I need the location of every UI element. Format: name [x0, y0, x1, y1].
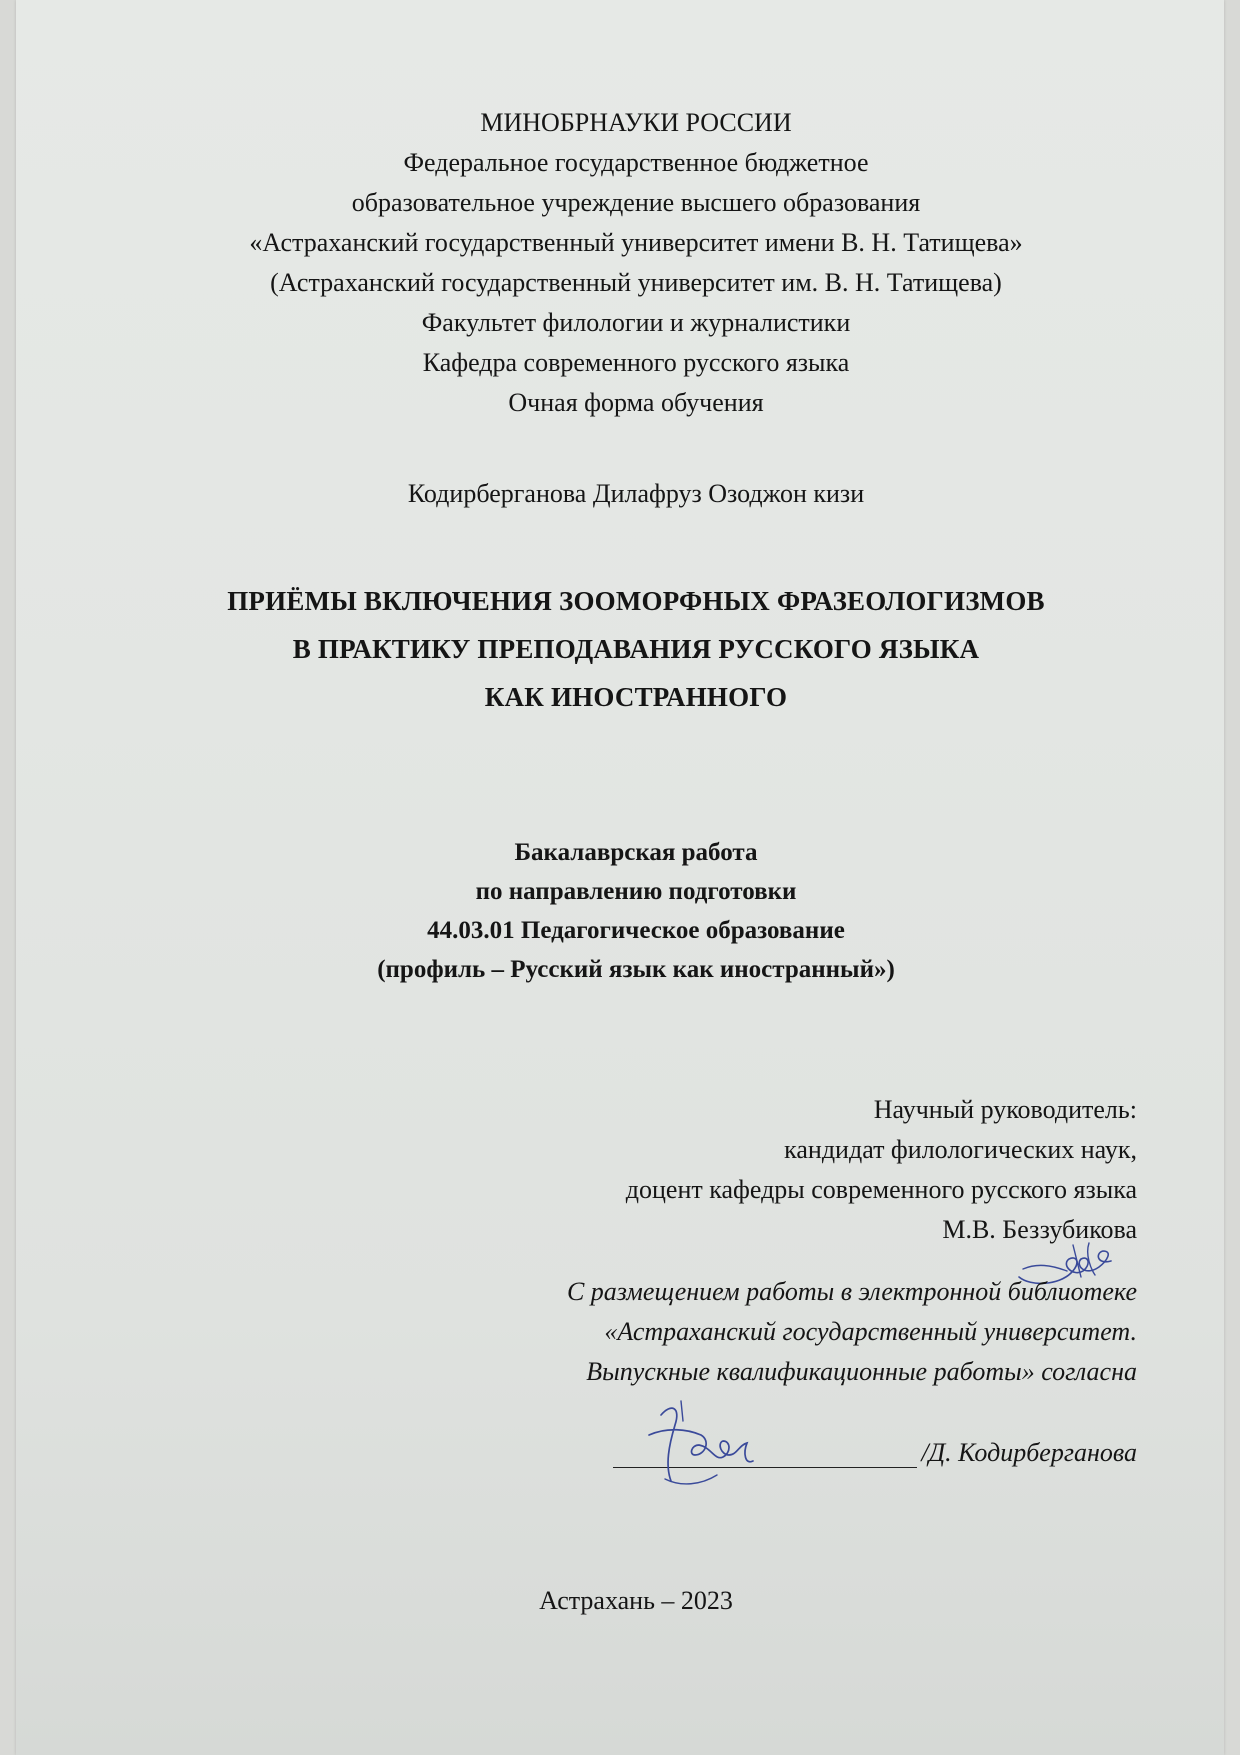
university-full-name: «Астраханский государственный университет имени В. Н. Татищева» [249, 228, 1023, 257]
institution-type-line-2: образовательное учреждение высшего образования [351, 188, 921, 217]
supervisor-name: М.В. Беззубикова [942, 1215, 1137, 1244]
consent-line-2: «Астраханский государственный университет. [604, 1317, 1137, 1346]
direction-code-line: 44.03.01 Педагогическое образование [427, 917, 845, 944]
consent-block [567, 1272, 1137, 1392]
profile-line: (профиль – Русский язык как иностранный») [377, 956, 895, 983]
supervisor-label: Научный руководитель: [873, 1095, 1137, 1124]
thesis-title [0, 577, 1240, 721]
institution-type-line: Федеральное государственное бюджетное [403, 148, 869, 177]
title-line-2: В ПРАКТИКУ ПРЕПОДАВАНИЯ РУССКОГО ЯЗЫКА [292, 634, 980, 664]
document-page [16, 0, 1224, 1755]
ministry-line: МИНОБРНАУКИ РОССИИ [480, 108, 792, 137]
consent-line-3: Выпускные квалификационные работы» согласна [586, 1357, 1137, 1386]
work-type-line: Бакалаврская работа [514, 839, 758, 866]
institution-header [0, 103, 1240, 423]
author-name: Кодирберганова Дилафруз Озоджон кизи [407, 479, 865, 508]
city-year: Астрахань – 2023 [539, 1586, 733, 1615]
supervisor-degree: кандидат филологических наук, [784, 1135, 1137, 1164]
student-signatory: /Д. Кодирберганова [921, 1438, 1137, 1467]
direction-label-line: по направлению подготовки [475, 878, 797, 905]
study-form-line: Очная форма обучения [508, 388, 764, 417]
supervisor-position: доцент кафедры современного русского языка [625, 1175, 1137, 1204]
work-type-block [0, 833, 1240, 989]
title-line-3: КАК ИНОСТРАННОГО [484, 682, 788, 712]
department-line: Кафедра современного русского языка [422, 348, 850, 377]
faculty-line: Факультет филологии и журналистики [421, 308, 851, 337]
consent-line-1: С размещением работы в электронной библиотеке [566, 1277, 1137, 1306]
title-line-1: ПРИЁМЫ ВКЛЮЧЕНИЯ ЗООМОРФНЫХ ФРАЗЕОЛОГИЗМОВ [227, 586, 1045, 616]
university-short-name: (Астраханский государственный университет им. В. Н. Татищева) [270, 268, 1002, 297]
student-signature [631, 1395, 771, 1490]
